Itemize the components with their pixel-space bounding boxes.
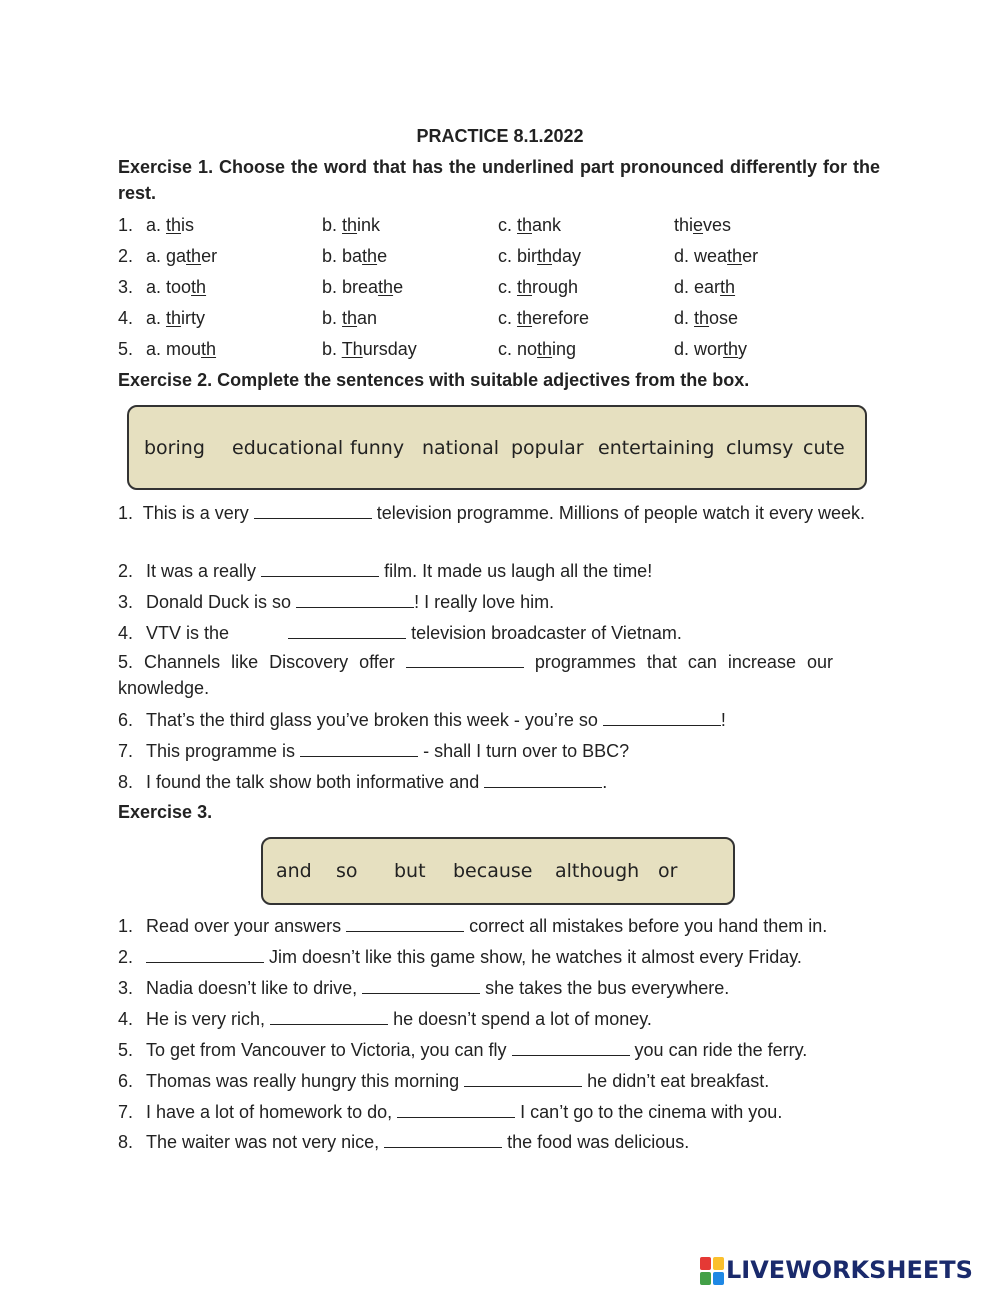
sentence-number: 8. (118, 1132, 134, 1152)
exercise1-question (118, 277, 918, 301)
option-text: ose (709, 308, 739, 328)
option-text: an (357, 308, 378, 328)
sentence-text: That’s the third glass you’ve broken this week - you’re so (146, 710, 598, 730)
exercise3-word-box (261, 837, 735, 905)
option-text: e (393, 277, 404, 297)
exercise2-sentence (118, 500, 880, 526)
sentence-text: This programme is (146, 741, 296, 761)
underlined-part: th (342, 308, 358, 328)
underlined-part: th (517, 215, 533, 235)
answer-blank[interactable] (384, 1131, 502, 1148)
sentence-number: 8. (118, 772, 134, 792)
exercise2-sentence (118, 591, 554, 613)
option-text: a. (146, 308, 167, 328)
underlined-part: th (537, 339, 553, 359)
answer-option[interactable] (674, 277, 735, 298)
answer-blank[interactable] (362, 977, 480, 994)
answer-blank[interactable] (146, 946, 264, 963)
answer-option[interactable] (498, 277, 578, 298)
answer-blank[interactable] (296, 591, 414, 608)
answer-option[interactable] (322, 308, 377, 329)
answer-option[interactable] (498, 308, 589, 329)
underlined-part: th (723, 339, 739, 359)
underlined-part: th (191, 277, 207, 297)
answer-blank[interactable] (484, 771, 602, 788)
exercise1-question (118, 215, 918, 239)
answer-blank[interactable] (397, 1101, 515, 1118)
option-text: d. (674, 308, 695, 328)
word-box-item: national (422, 437, 500, 459)
sentence-text: the food was delicious. (507, 1132, 690, 1152)
sentence-text: The waiter was not very nice, (146, 1132, 380, 1152)
option-text: day (552, 246, 582, 266)
exercise3-sentence (118, 1131, 689, 1153)
question-number: 2. (118, 246, 134, 266)
word-box-item: although (555, 860, 640, 882)
option-text: y (738, 339, 748, 359)
option-text: d. wea (674, 246, 728, 266)
answer-option[interactable] (674, 246, 758, 267)
sentence-text: she takes the bus everywhere. (485, 978, 730, 998)
sentence-number: 1. (118, 916, 134, 936)
option-text: b. brea (322, 277, 379, 297)
exercise2-sentence (118, 709, 726, 731)
underlined-part: th (517, 308, 533, 328)
sentence-number: 1. (118, 503, 134, 523)
exercise1-question (118, 246, 918, 270)
sentence-number: 2. (118, 561, 134, 581)
option-text: rough (532, 277, 579, 297)
exercise2-sentence (118, 649, 880, 701)
exercise2-sentence (118, 622, 682, 644)
sentence-text: This is a very (142, 503, 249, 523)
exercise3-sentence (118, 946, 802, 968)
sentence-number: 7. (118, 741, 134, 761)
word-box-item: because (453, 860, 533, 882)
word-box-item: or (658, 860, 678, 882)
answer-blank[interactable] (406, 651, 524, 668)
word-box-item: educational (232, 437, 344, 459)
exercise1-question (118, 308, 918, 332)
exercise3-sentence (118, 915, 827, 937)
answer-blank[interactable] (270, 1008, 388, 1025)
word-box-item: so (336, 860, 358, 882)
sentence-text: Jim doesn’t like this game show, he watches it almost every Friday. (269, 947, 802, 967)
sentence-number: 7. (118, 1102, 134, 1122)
answer-blank[interactable] (300, 740, 418, 757)
sentence-text: film. It made us laugh all the time! (384, 561, 653, 581)
underlined-part: th (517, 277, 533, 297)
sentence-number: 3. (118, 592, 134, 612)
exercise1-question (118, 339, 918, 363)
sentence-number: 5. (118, 652, 134, 672)
underlined-part: th (720, 277, 736, 297)
answer-option[interactable] (674, 339, 747, 360)
option-text: b. (322, 215, 343, 235)
answer-blank[interactable] (261, 560, 379, 577)
sentence-text: he didn’t eat breakfast. (587, 1071, 770, 1091)
sentence-text: television broadcaster of Vietnam. (411, 623, 682, 643)
page-title: PRACTICE 8.1.2022 (416, 126, 584, 146)
option-text: er (742, 246, 759, 266)
logo-text: LIVEWORKSHEETS (726, 1256, 973, 1284)
option-text: erefore (532, 308, 590, 328)
word-box-item: funny (350, 437, 405, 459)
option-text: c. bir (498, 246, 538, 266)
answer-blank[interactable] (512, 1039, 630, 1056)
liveworksheets-logo-icon (700, 1257, 724, 1285)
underlined-part: th (166, 215, 182, 235)
underlined-part: th (537, 246, 553, 266)
answer-option[interactable] (146, 339, 216, 360)
sentence-number: 6. (118, 1071, 134, 1091)
underlined-part: th (186, 246, 202, 266)
sentence-text: Channels like Discovery offer (144, 652, 395, 672)
option-text: c. (498, 215, 518, 235)
question-number: 1. (118, 215, 134, 235)
answer-option[interactable] (146, 308, 205, 329)
sentence-text: ! (720, 710, 726, 730)
underlined-part: th (166, 308, 182, 328)
question-number: 3. (118, 277, 134, 297)
answer-blank[interactable] (603, 709, 721, 726)
sentence-text: VTV is the (146, 623, 230, 643)
answer-option[interactable] (674, 215, 731, 236)
sentence-text: ! I really love him. (414, 592, 555, 612)
sentence-text: Donald Duck is so (146, 592, 292, 612)
answer-blank[interactable] (288, 622, 406, 639)
underlined-part: e (693, 215, 704, 235)
word-box-item: clumsy (726, 437, 794, 459)
sentence-text: television programme. Millions of people watch it every week. (376, 503, 865, 523)
option-text: a. (146, 215, 167, 235)
underlined-part: th (727, 246, 743, 266)
option-text: b. (322, 339, 342, 359)
word-box-item: popular (511, 437, 584, 459)
word-box-item: but (394, 860, 426, 882)
word-box-item: entertaining (598, 437, 715, 459)
option-text: d. ear (674, 277, 721, 297)
option-text: er (201, 246, 218, 266)
exercise2-word-box (127, 405, 867, 490)
underlined-part: th (378, 277, 394, 297)
word-box-item: and (276, 860, 312, 882)
underlined-part: th (201, 339, 217, 359)
question-number: 4. (118, 308, 134, 328)
answer-option[interactable] (322, 246, 387, 267)
question-number: 5. (118, 339, 134, 359)
answer-blank[interactable] (254, 502, 372, 519)
answer-option[interactable] (146, 277, 206, 298)
option-text: b. ba (322, 246, 363, 266)
sentence-text: Read over your answers (146, 916, 342, 936)
exercise2-sentence (118, 771, 607, 793)
option-text: c. no (498, 339, 538, 359)
exercise1-heading: Exercise 1. Choose the word that has the underlined part pronounced differently for the rest. (118, 157, 880, 203)
option-text: c. (498, 277, 518, 297)
option-text: ing (552, 339, 577, 359)
sentence-text: Thomas was really hungry this morning (146, 1071, 460, 1091)
sentence-text: It was a really (146, 561, 257, 581)
exercise3-sentence (118, 1008, 652, 1030)
sentence-text: Nadia doesn’t like to drive, (146, 978, 358, 998)
option-text: irty (181, 308, 206, 328)
exercise2-heading: Exercise 2. Complete the sentences with suitable adjectives from the box. (118, 370, 750, 390)
answer-option[interactable] (498, 246, 581, 267)
answer-option[interactable] (146, 215, 194, 236)
sentence-text: you can ride the ferry. (634, 1040, 808, 1060)
option-text: b. (322, 308, 343, 328)
answer-blank[interactable] (346, 915, 464, 932)
answer-option[interactable] (498, 215, 561, 236)
exercise3-sentence (118, 1070, 769, 1092)
underlined-part: th (694, 308, 710, 328)
option-text: ank (532, 215, 562, 235)
option-text: a. too (146, 277, 192, 297)
sentence-text: . (602, 772, 608, 792)
sentence-text: correct all mistakes before you hand them in. (469, 916, 828, 936)
underlined-part: th (342, 215, 358, 235)
option-text: c. (498, 308, 518, 328)
sentence-text: I can’t go to the cinema with you. (520, 1102, 783, 1122)
sentence-text: I have a lot of homework to do, (146, 1102, 393, 1122)
answer-option[interactable] (674, 308, 738, 329)
sentence-number: 3. (118, 978, 134, 998)
underlined-part: Th (341, 339, 363, 359)
sentence-number: 6. (118, 710, 134, 730)
option-text: ursday (362, 339, 417, 359)
option-text: ink (357, 215, 381, 235)
sentence-text: I found the talk show both informative and (146, 772, 480, 792)
exercise3-sentence (118, 977, 729, 999)
answer-option[interactable] (146, 246, 217, 267)
option-text: thi (674, 215, 694, 235)
option-text: ves (703, 215, 732, 235)
sentence-number: 4. (118, 623, 134, 643)
option-text: a. ga (146, 246, 187, 266)
answer-option[interactable] (322, 277, 403, 298)
word-box-item: boring (144, 437, 205, 459)
option-text: d. wor (674, 339, 724, 359)
option-text: is (181, 215, 195, 235)
exercise3-sentence (118, 1101, 782, 1123)
sentence-text: To get from Vancouver to Victoria, you can fly (146, 1040, 507, 1060)
exercise2-sentence (118, 560, 652, 582)
sentence-text: - shall I turn over to BBC? (423, 741, 630, 761)
word-box-item: cute (803, 437, 845, 459)
exercise2-sentence (118, 740, 629, 762)
exercise3-sentence (118, 1039, 807, 1061)
sentence-text: he doesn’t spend a lot of money. (393, 1009, 652, 1029)
exercise3-heading: Exercise 3. (118, 802, 213, 822)
sentence-number: 5. (118, 1040, 134, 1060)
answer-option[interactable] (322, 215, 380, 236)
option-text: a. mou (146, 339, 202, 359)
underlined-part: th (362, 246, 378, 266)
sentence-text: programmes that can increase our knowledge. (118, 652, 833, 698)
answer-option[interactable] (322, 339, 417, 360)
sentence-text: He is very rich, (146, 1009, 266, 1029)
sentence-number: 2. (118, 947, 134, 967)
sentence-number: 4. (118, 1009, 134, 1029)
answer-option[interactable] (498, 339, 576, 360)
option-text: e (377, 246, 388, 266)
answer-blank[interactable] (464, 1070, 582, 1087)
